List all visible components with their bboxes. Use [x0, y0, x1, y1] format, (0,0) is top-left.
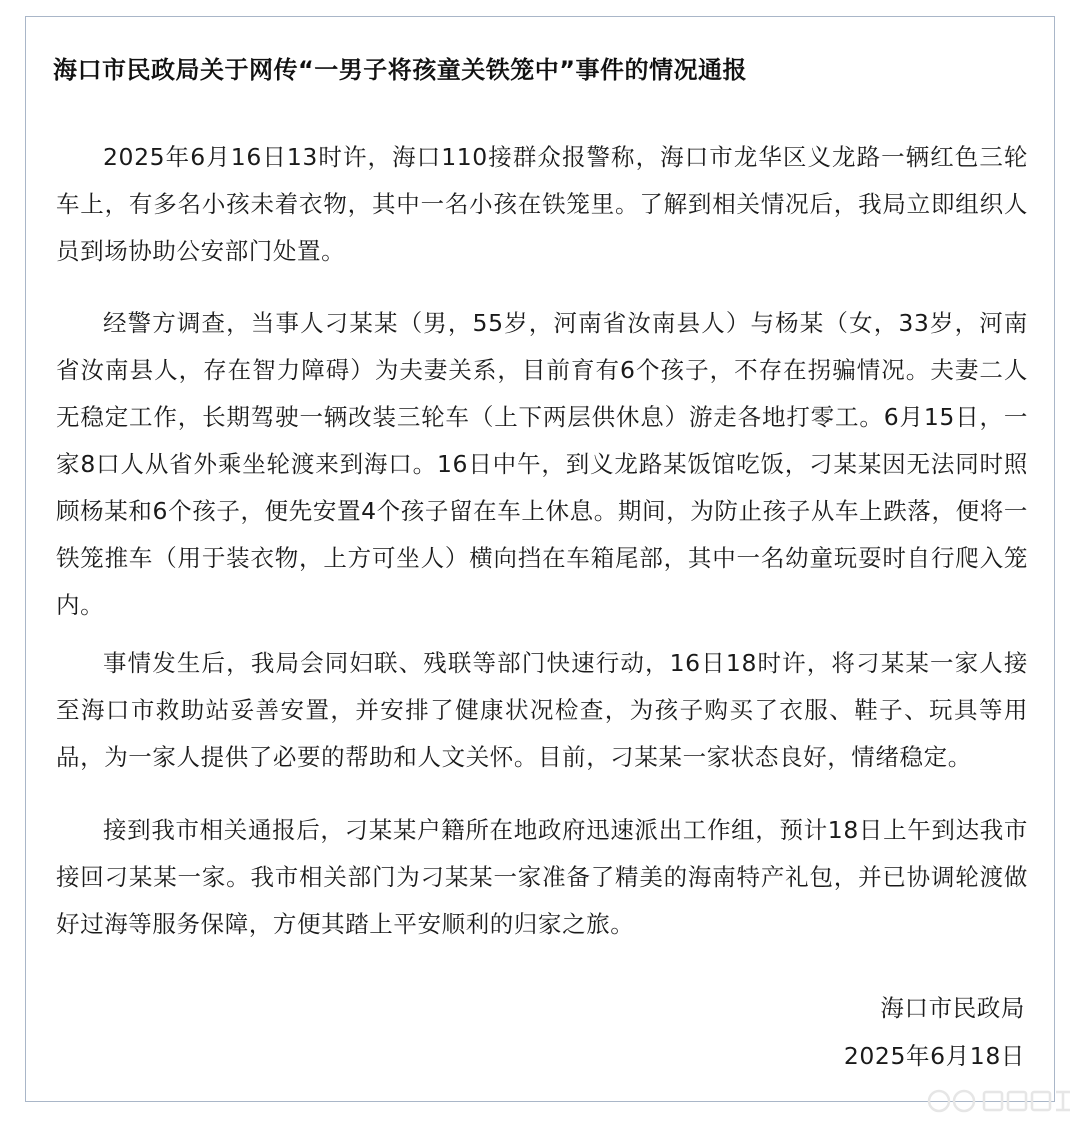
watermark-icon — [924, 1086, 1074, 1116]
signature-organization: 海口市民政局 — [880, 994, 1025, 1022]
document-title: 海口市民政局关于网传“一男子将孩童关铁笼中”事件的情况通报 — [53, 56, 748, 84]
paragraph-3: 事情发生后，我局会同妇联、残联等部门快速行动，16日18时许，将刁某某一家人接至海口市救助站妥善安置，并安排了健康状况检查，为孩子购买了衣服、鞋子、玩具等用品，为一家人提供了必要的帮助和人文关怀。目前，刁某某一家状态良好，情绪稳定。 — [56, 649, 1028, 771]
paragraph-4: 接到我市相关通报后，刁某某户籍所在地政府迅速派出工作组，预计18日上午到达我市接回刁某某一家。我市相关部门为刁某某一家准备了精美的海南特产礼包，并已协调轮渡做好过海等服务保障，方便其踏上平安顺利的归家之旅。 — [56, 816, 1028, 938]
paragraph-2: 经警方调查，当事人刁某某（男，55岁，河南省汝南县人）与杨某（女，33岁，河南省汝南县人，存在智力障碍）为夫妻关系，目前育有6个孩子，不存在拐骗情况。夫妻二人无稳定工作，长期驾驶一辆改装三轮车（上下两层供休息）游走各地打零工。6月15日，一家8口人从省外乘坐轮渡来到海口。16日中午，到义龙路某饭馆吃饭，刁某某因无法同时照顾杨某和6个孩子，便先安置4个孩子留在车上休息。期间，为防止孩子从车上跌落，便将一铁笼推车（用于装衣物，上方可坐人）横向挡在车箱尾部，其中一名幼童玩耍时自行爬入笼内。 — [56, 309, 1028, 619]
signature-date: 2025年6月18日 — [843, 1042, 1025, 1070]
paragraph-1: 2025年6月16日13时许，海口110接群众报警称，海口市龙华区义龙路一辆红色三轮车上，有多名小孩未着衣物，其中一名小孩在铁笼里。了解到相关情况后，我局立即组织人员到场协助公安部门处置。 — [56, 143, 1028, 265]
